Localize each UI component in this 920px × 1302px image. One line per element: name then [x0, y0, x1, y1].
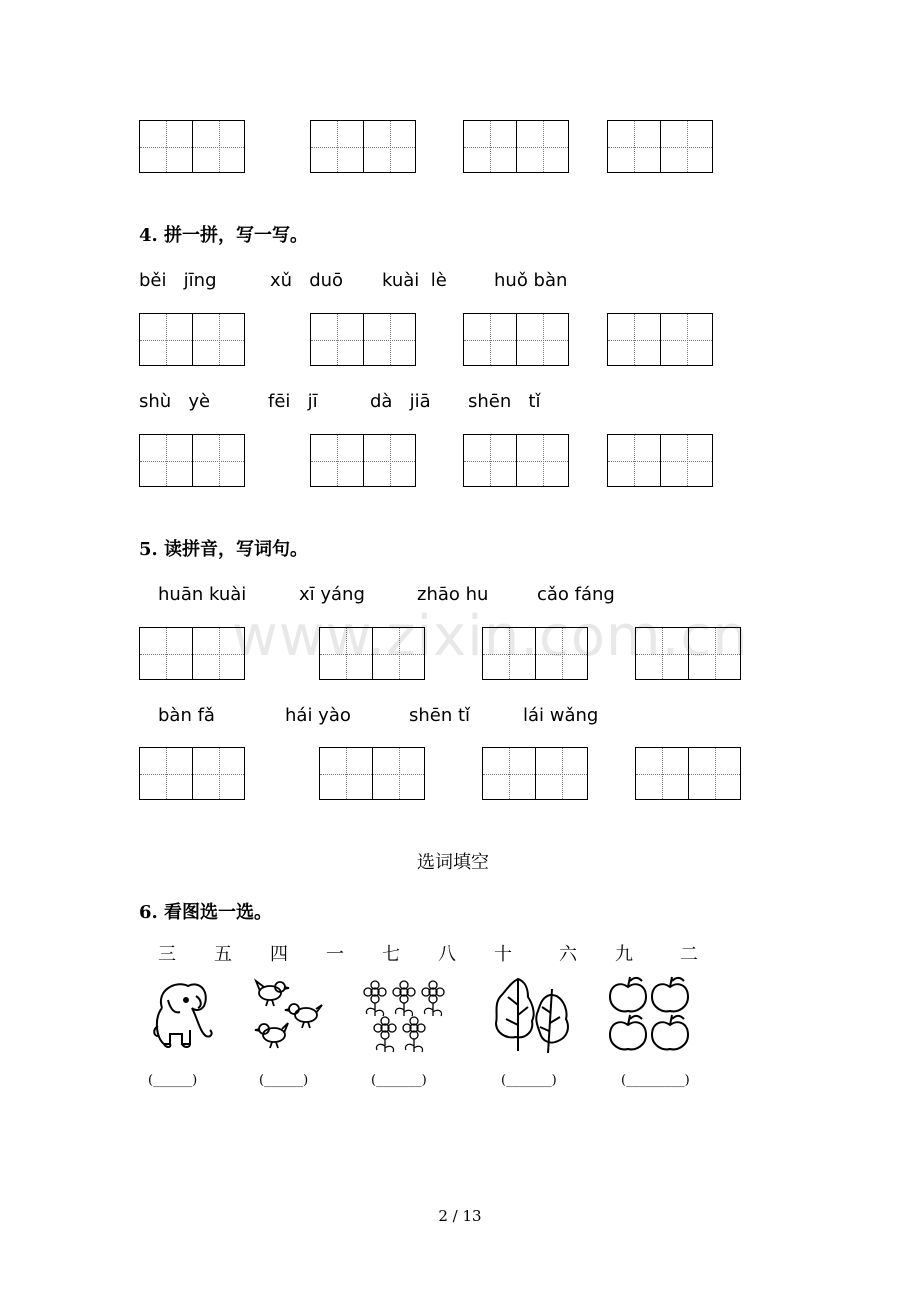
writing-box[interactable] — [319, 747, 425, 800]
question-6-heading: 6. 看图选一选。 — [139, 902, 273, 923]
pinyin-label: shēn tǐ — [468, 391, 541, 412]
writing-box[interactable] — [635, 627, 741, 680]
page-number: 2 / 13 — [438, 1207, 482, 1225]
pinyin-label: huān kuài — [158, 584, 247, 605]
writing-box[interactable] — [310, 434, 416, 487]
pinyin-label: shēn tǐ — [409, 705, 471, 726]
apples-icon — [606, 975, 692, 1055]
pinyin-label: xǔ duō — [270, 270, 344, 291]
choice-numeral: 九 — [615, 944, 633, 965]
pinyin-label: shù yè — [139, 391, 211, 412]
choice-numeral: 十 — [494, 944, 512, 965]
choice-numeral: 八 — [438, 944, 456, 965]
writing-box[interactable] — [139, 747, 245, 800]
choice-numeral: 二 — [680, 944, 698, 965]
flowers-icon — [360, 978, 450, 1054]
pinyin-label: běi jīng — [139, 270, 217, 291]
writing-box[interactable] — [139, 434, 245, 487]
choice-numeral: 五 — [214, 944, 232, 965]
watermark: www.zixin.com.cn — [232, 604, 749, 669]
writing-box[interactable] — [607, 313, 713, 366]
leaves-icon — [492, 975, 574, 1055]
answer-blank[interactable]: (_______) — [371, 1073, 427, 1088]
answer-blank[interactable]: (_______) — [501, 1073, 557, 1088]
pinyin-label: zhāo hu — [417, 584, 489, 605]
pinyin-label: kuài lè — [382, 270, 447, 291]
writing-box[interactable] — [139, 627, 245, 680]
choice-numeral: 三 — [158, 944, 176, 965]
writing-box[interactable] — [139, 120, 245, 173]
answer-blank[interactable]: (______) — [148, 1073, 198, 1088]
elephant-icon — [148, 978, 220, 1054]
choice-numeral: 四 — [270, 944, 288, 965]
choice-numeral: 六 — [559, 944, 577, 965]
answer-blank[interactable]: (______) — [259, 1073, 309, 1088]
pinyin-label: hái yào — [285, 705, 351, 726]
birds-icon — [254, 975, 324, 1055]
choice-numeral: 一 — [326, 944, 344, 965]
writing-box[interactable] — [607, 434, 713, 487]
pinyin-label: cǎo fáng — [537, 584, 615, 605]
pinyin-label: huǒ bàn — [494, 270, 568, 291]
writing-box[interactable] — [310, 120, 416, 173]
writing-box[interactable] — [463, 120, 569, 173]
pinyin-label: bàn fǎ — [158, 705, 215, 726]
writing-box[interactable] — [463, 434, 569, 487]
writing-box[interactable] — [482, 627, 588, 680]
writing-box[interactable] — [319, 627, 425, 680]
section-title: 选词填空 — [417, 852, 489, 873]
answer-blank[interactable]: (_________) — [621, 1073, 690, 1088]
pinyin-label: xī yáng — [299, 584, 365, 605]
writing-box[interactable] — [635, 747, 741, 800]
pinyin-label: lái wǎng — [523, 705, 599, 726]
writing-box[interactable] — [310, 313, 416, 366]
pinyin-label: dà jiā — [370, 391, 431, 412]
question-5-heading: 5. 读拼音，写词句。 — [139, 539, 309, 560]
writing-box[interactable] — [482, 747, 588, 800]
pinyin-label: fēi jī — [268, 391, 318, 412]
writing-box[interactable] — [463, 313, 569, 366]
writing-box[interactable] — [607, 120, 713, 173]
question-4-heading: 4. 拼一拼，写一写。 — [139, 225, 309, 246]
choice-numeral: 七 — [382, 944, 400, 965]
writing-box[interactable] — [139, 313, 245, 366]
